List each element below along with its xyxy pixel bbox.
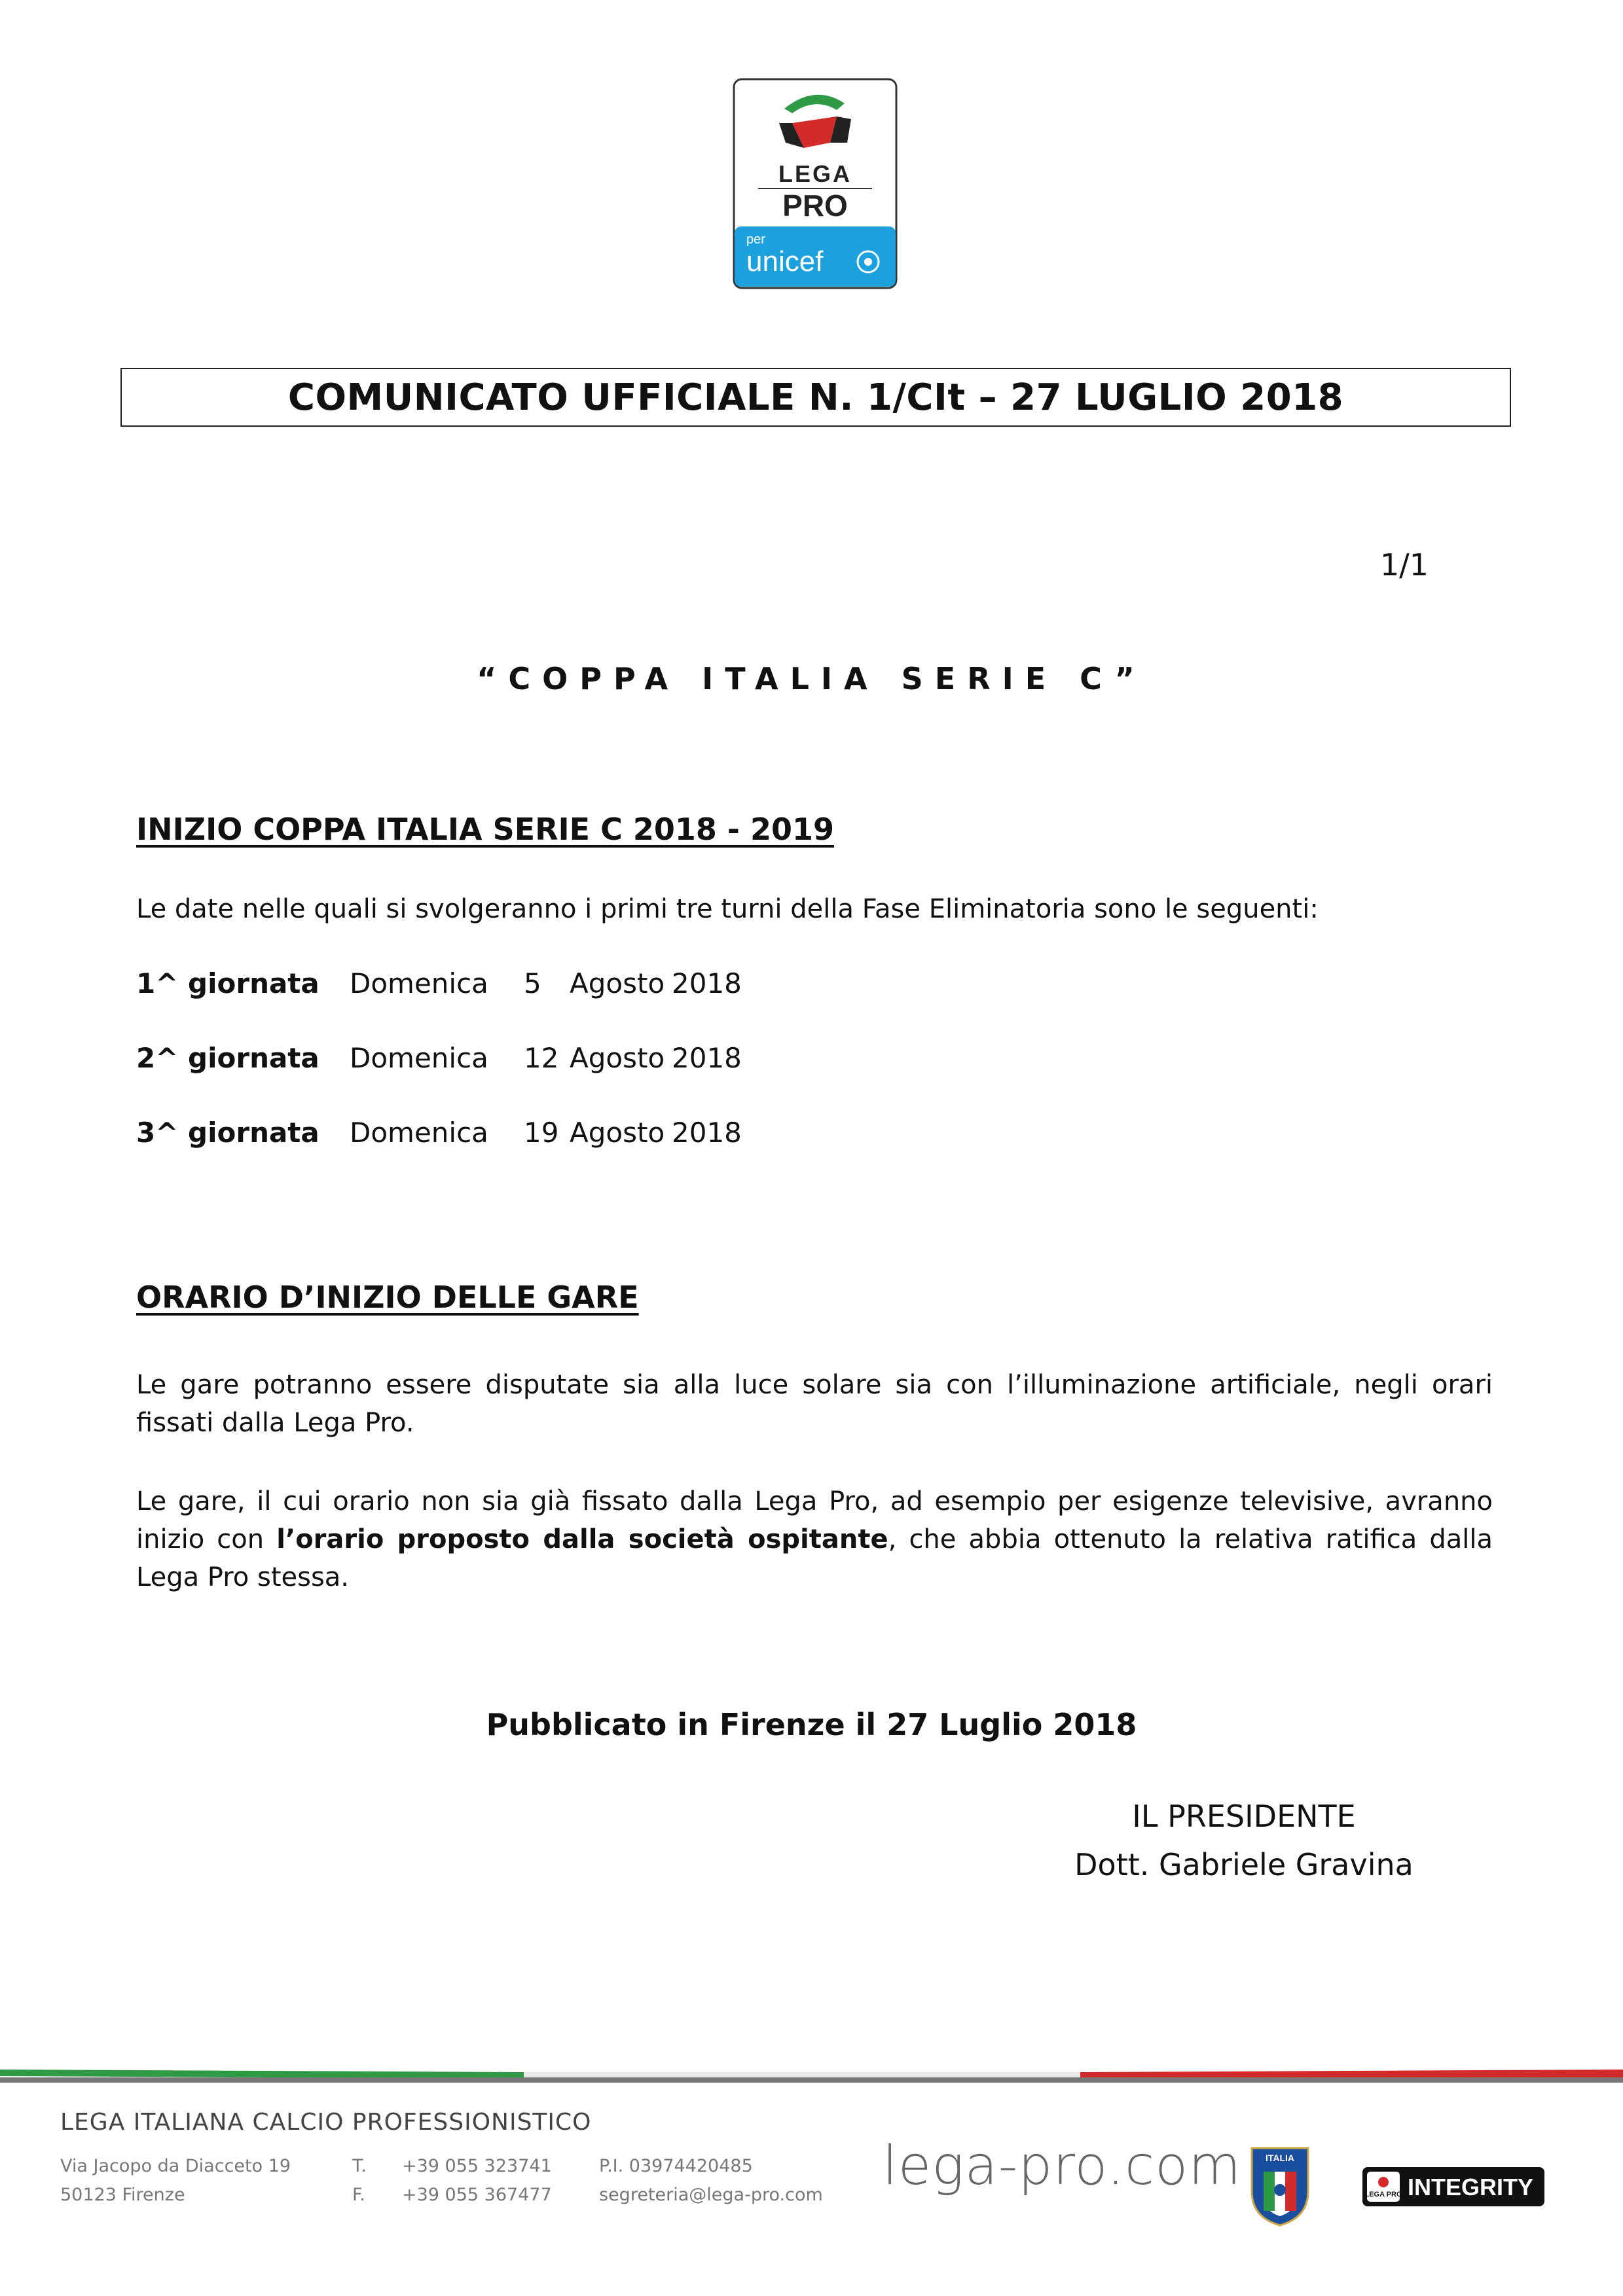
logo-lega-text: LEGA — [778, 160, 852, 187]
round-label: 1^ giornata — [136, 967, 319, 999]
tel-label: T. — [352, 2156, 367, 2176]
footer-organization: LEGA ITALIANA CALCIO PROFESSIONISTICO — [60, 2109, 592, 2136]
round-month: Agosto — [570, 1117, 665, 1149]
figc-logo — [1249, 2145, 1311, 2228]
competition-name: “COPPA ITALIA SERIE C” — [477, 661, 1146, 696]
logo-per-text: per — [746, 232, 765, 247]
paragraph-text: , che abbia ottenuto la relativa ratifica dalla Lega Pro stessa. — [136, 1524, 1493, 1592]
logo-unicef-text: unicef — [746, 245, 824, 278]
footer-address — [60, 2152, 291, 2210]
vat-number: P.I. 03974420485 — [599, 2156, 753, 2176]
figc-label: ITALIA — [1265, 2153, 1295, 2163]
round-label: 3^ giornata — [136, 1117, 319, 1149]
tricolor-footer-bar — [0, 2068, 1623, 2083]
round-day: Domenica — [350, 967, 488, 999]
integrity-text: INTEGRITY — [1407, 2174, 1534, 2200]
address-line: Via Jacopo da Diacceto 19 — [60, 2156, 291, 2176]
round-date: 12 — [524, 1042, 559, 1074]
times-paragraph-1: Le gare potranno essere disputate sia alla luce solare sia con l’illuminazione artificiale, negli orari fissati dalla Lega Pro. — [136, 1370, 1493, 1438]
footer-legal — [599, 2152, 823, 2210]
tel-number: +39 055 323741 — [402, 2156, 552, 2176]
email-link[interactable]: segreteria@lega-pro.com — [599, 2185, 823, 2205]
rounds-intro: Le date nelle quali si svolgeranno i primi tre turni della Fase Eliminatoria sono le seguenti: — [136, 894, 1319, 924]
footer-phones — [402, 2152, 552, 2210]
fax-label: F. — [352, 2185, 365, 2205]
section-heading-start: INIZIO COPPA ITALIA SERIE C 2018 - 2019 — [136, 812, 835, 847]
logo-pro-text: PRO — [782, 188, 848, 223]
fax-number: +39 055 367477 — [402, 2185, 552, 2205]
integrity-logo — [1362, 2166, 1545, 2207]
signature-name: Dott. Gabriele Gravina — [1074, 1847, 1413, 1882]
round-label: 2^ giornata — [136, 1042, 319, 1074]
page-number: 1/1 — [1380, 547, 1429, 583]
round-month: Agosto — [570, 967, 665, 999]
integrity-sub: LEGA PRO — [1364, 2191, 1402, 2198]
paragraph-text: Le gare, il cui orario non sia già fissato dalla Lega Pro, ad esempio per esigenze televisive, avranno inizio con — [136, 1486, 1493, 1554]
document-title: COMUNICATO UFFICIALE N. 1/CIt – 27 LUGLIO 2018 — [287, 376, 1344, 419]
title-box — [120, 368, 1511, 427]
round-day: Domenica — [350, 1117, 488, 1149]
section-heading-times: ORARIO D’INIZIO DELLE GARE — [136, 1280, 639, 1315]
round-month: Agosto — [570, 1042, 665, 1074]
round-year: 2018 — [672, 1042, 742, 1074]
round-year: 2018 — [672, 967, 742, 999]
published-line: Pubblicato in Firenze il 27 Luglio 2018 — [486, 1707, 1137, 1742]
round-date: 19 — [524, 1117, 559, 1149]
times-paragraph-2 — [136, 1482, 1493, 1596]
paragraph-bold-text: l’orario proposto dalla società ospitante — [276, 1524, 888, 1554]
footer-phone-labels — [352, 2152, 367, 2210]
lega-pro-unicef-logo — [732, 77, 898, 290]
round-day: Domenica — [350, 1042, 488, 1074]
website-link[interactable]: lega-pro.com — [883, 2135, 1242, 2197]
address-line: 50123 Firenze — [60, 2185, 185, 2205]
round-date: 5 — [524, 967, 541, 999]
round-year: 2018 — [672, 1117, 742, 1149]
signature-title: IL PRESIDENTE — [1132, 1799, 1356, 1834]
